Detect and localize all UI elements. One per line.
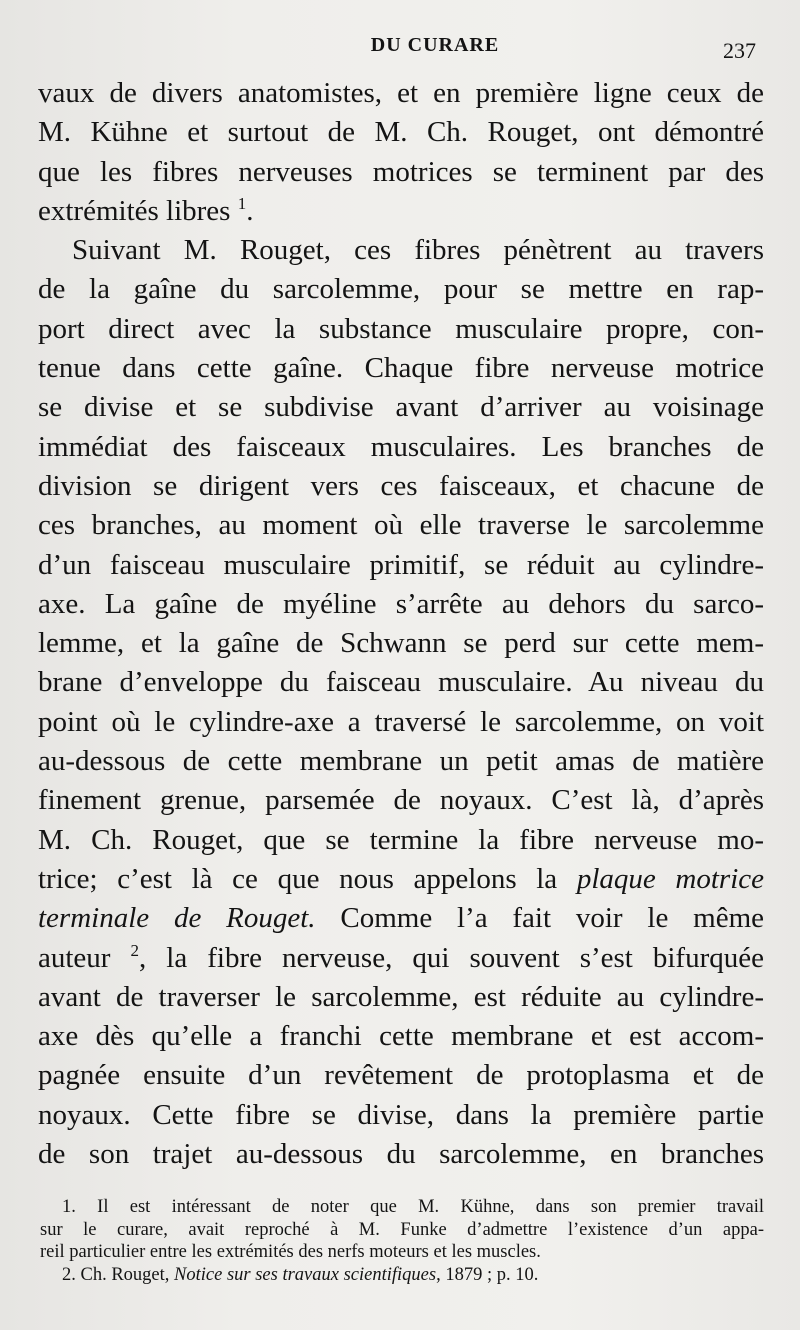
footnotes	[40, 1196, 764, 1286]
body-line	[38, 270, 764, 309]
text-run: que les fibres nerveuses motrices se terminent par des	[38, 155, 764, 188]
body-line	[38, 388, 764, 427]
text-run: de la gaîne du sarcolemme, pour se mettre en rap-	[38, 273, 764, 306]
body-line	[38, 1096, 764, 1135]
text-run: ces branches, au moment où elle traverse le sarcolemme	[38, 509, 764, 542]
footnote-line	[40, 1264, 764, 1287]
text-run: 1. Il est intéressant de noter que M. Kühne, dans son premier travail	[62, 1197, 764, 1217]
text-run: d’un faisceau musculaire primitif, se réduit au cylindre-	[38, 548, 764, 581]
body-line	[38, 860, 764, 899]
body-line	[38, 153, 764, 192]
text-run: au-dessous de cette membrane un petit amas de matière	[38, 745, 764, 778]
body-line	[38, 310, 764, 349]
body-line	[38, 899, 764, 938]
body-line	[38, 1017, 764, 1056]
text-run: pagnée ensuite d’un revêtement de protoplasma et de	[38, 1059, 764, 1092]
body-line	[38, 428, 764, 467]
text-run: lemme, et la gaîne de Schwann se perd sur cette mem-	[38, 627, 764, 660]
footnote-line	[40, 1196, 764, 1219]
body-line	[38, 546, 764, 585]
text-run: tenue dans cette gaîne. Chaque fibre nerveuse motrice	[38, 352, 764, 385]
text-run: sur le curare, avait reproché à M. Funke d’admettre l’existence d’un appa-	[40, 1219, 764, 1240]
text-run: M. Ch. Rouget, que se termine la fibre nerveuse mo-	[38, 823, 764, 856]
text-run: auteur	[38, 941, 131, 974]
text-run: se divise et se subdivise avant d’arriver au voisinage	[38, 391, 764, 424]
text-run: brane d’enveloppe du faisceau musculaire. Au niveau du	[38, 666, 764, 699]
body-line	[38, 467, 764, 506]
italic-text: Notice sur ses travaux scientifiques	[174, 1264, 437, 1285]
body-line	[38, 1135, 764, 1174]
body-line	[38, 781, 764, 820]
body-line	[38, 742, 764, 781]
text-run: trice; c’est là ce que nous appelons la	[38, 862, 577, 895]
body-line	[38, 978, 764, 1017]
body-line	[38, 231, 764, 270]
text-run: M. Kühne et surtout de M. Ch. Rouget, ont démontré	[38, 116, 764, 149]
body-line	[38, 113, 764, 152]
body-line	[38, 663, 764, 702]
text-run: division se dirigent vers ces faisceaux, et chacune de	[38, 469, 764, 502]
text-run: de son trajet au-dessous du sarcolemme, en branches	[38, 1138, 764, 1171]
page-number: 237	[723, 38, 756, 63]
text-run: vaux de divers anatomistes, et en première ligne ceux de	[38, 77, 764, 109]
text-run: 2. Ch. Rouget,	[62, 1264, 175, 1285]
text-run: , 1879 ; p. 10.	[436, 1264, 539, 1285]
body-line	[38, 506, 764, 545]
body-text	[38, 74, 764, 1174]
text-run: .	[246, 194, 254, 227]
body-line	[38, 703, 764, 742]
text-run: Suivant M. Rouget, ces fibres pénètrent au travers	[72, 234, 764, 267]
body-line	[38, 74, 764, 113]
text-run: , la fibre nerveuse, qui souvent s’est bifurquée	[139, 941, 764, 974]
text-run: immédiat des faisceaux musculaires. Les branches de	[38, 430, 764, 463]
body-line	[38, 624, 764, 663]
text-run: extrémités libres	[38, 194, 238, 227]
footnote-line	[40, 1241, 764, 1264]
italic-text: terminale de Rouget.	[38, 902, 316, 935]
body-line	[38, 349, 764, 388]
body-line	[38, 939, 764, 978]
running-title: DU CURARE	[370, 34, 500, 56]
italic-text: plaque motrice	[576, 862, 764, 895]
text-run: avant de traverser le sarcolemme, est réduite au cylindre-	[38, 980, 764, 1013]
body-line	[38, 821, 764, 860]
footnote-marker: 2	[130, 940, 139, 960]
text-run: finement grenue, parsemée de noyaux. C’est là, d’après	[38, 784, 764, 817]
body-line	[38, 585, 764, 624]
text-run: port direct avec la substance musculaire propre, con-	[38, 312, 764, 345]
text-run: axe dès qu’elle a franchi cette membrane et est accom-	[38, 1020, 764, 1053]
text-run: noyaux. Cette fibre se divise, dans la première partie	[38, 1098, 764, 1131]
running-head	[40, 32, 760, 62]
footnote-line	[40, 1219, 764, 1242]
text-run: point où le cylindre-axe a traversé le sarcolemme, on voit	[38, 705, 764, 738]
text-run: Comme l’a fait voir le même	[315, 902, 764, 935]
footnote-marker: 1	[237, 193, 247, 213]
body-line	[38, 1056, 764, 1095]
text-run: axe. La gaîne de myéline s’arrête au dehors du sarco-	[38, 587, 764, 620]
body-line	[38, 192, 764, 231]
text-run: reil particulier entre les extrémités des nerfs moteurs et les muscles.	[40, 1242, 541, 1262]
